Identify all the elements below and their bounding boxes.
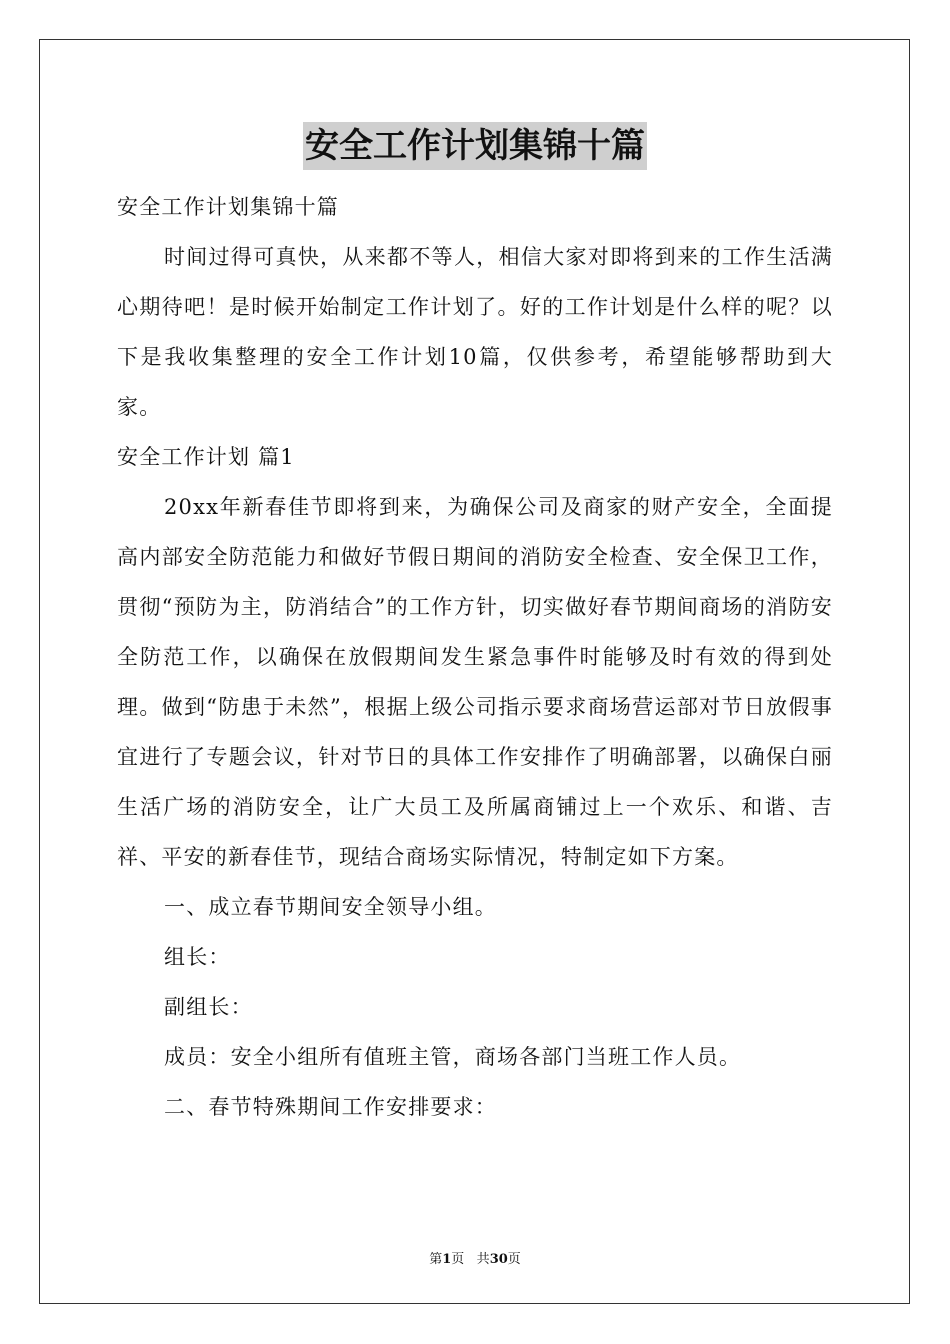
list-item-leader: 组长： [164, 945, 231, 969]
list-item-members: 成员：安全小组所有值班主管，商场各部门当班工作人员。 [164, 1045, 742, 1069]
section-heading: 安全工作计划 篇1 [117, 445, 295, 469]
list-item-2: 二、春节特殊期间工作安排要求： [164, 1095, 497, 1119]
page-footer [0, 1248, 950, 1267]
page-number: 1 [442, 1252, 452, 1267]
title-wrap [0, 122, 950, 170]
paragraph-intro: 时间过得可真快，从来都不等人，相信大家对即将到来的工作生活满心期待吧！是时候开始制定工作计划了。好的工作计划是什么样的呢？以下是我收集整理的安全工作计划10篇，仅供参考，希望能够帮助到大家。 [117, 245, 833, 419]
total-pages: 30 [489, 1252, 508, 1267]
list-item-1: 一、成立春节期间安全领导小组。 [164, 895, 497, 919]
document-title: 安全工作计划集锦十篇 [303, 122, 647, 170]
page-suffix: 页 [451, 1252, 465, 1267]
paragraph-main: 20xx年新春佳节即将到来，为确保公司及商家的财产安全，全面提高内部安全防范能力和做好节假日期间的消防安全检查、安全保卫工作，贯彻“预防为主，防消结合”的工作方针，切实做好春节期间商场的消防安全防范工作，以确保在放假期间发生紧急事件时能够及时有效的得到处理。做到“防患于未然”，根据上级公司指示要求商场营运部对节日放假事宜进行了专题会议，针对节日的具体工作安排作了明确部署，以确保白丽生活广场的消防安全，让广大员工及所属商铺过上一个欢乐、和谐、吉祥、平安的新春佳节，现结合商场实际情况，特制定如下方案。 [117, 495, 833, 869]
total-prefix: 共 [476, 1252, 490, 1267]
page-prefix: 第 [429, 1252, 443, 1267]
paragraph-subtitle: 安全工作计划集锦十篇 [117, 195, 339, 219]
total-suffix: 页 [507, 1252, 521, 1267]
document-body [117, 182, 833, 1132]
list-item-deputy: 副组长： [164, 995, 253, 1019]
